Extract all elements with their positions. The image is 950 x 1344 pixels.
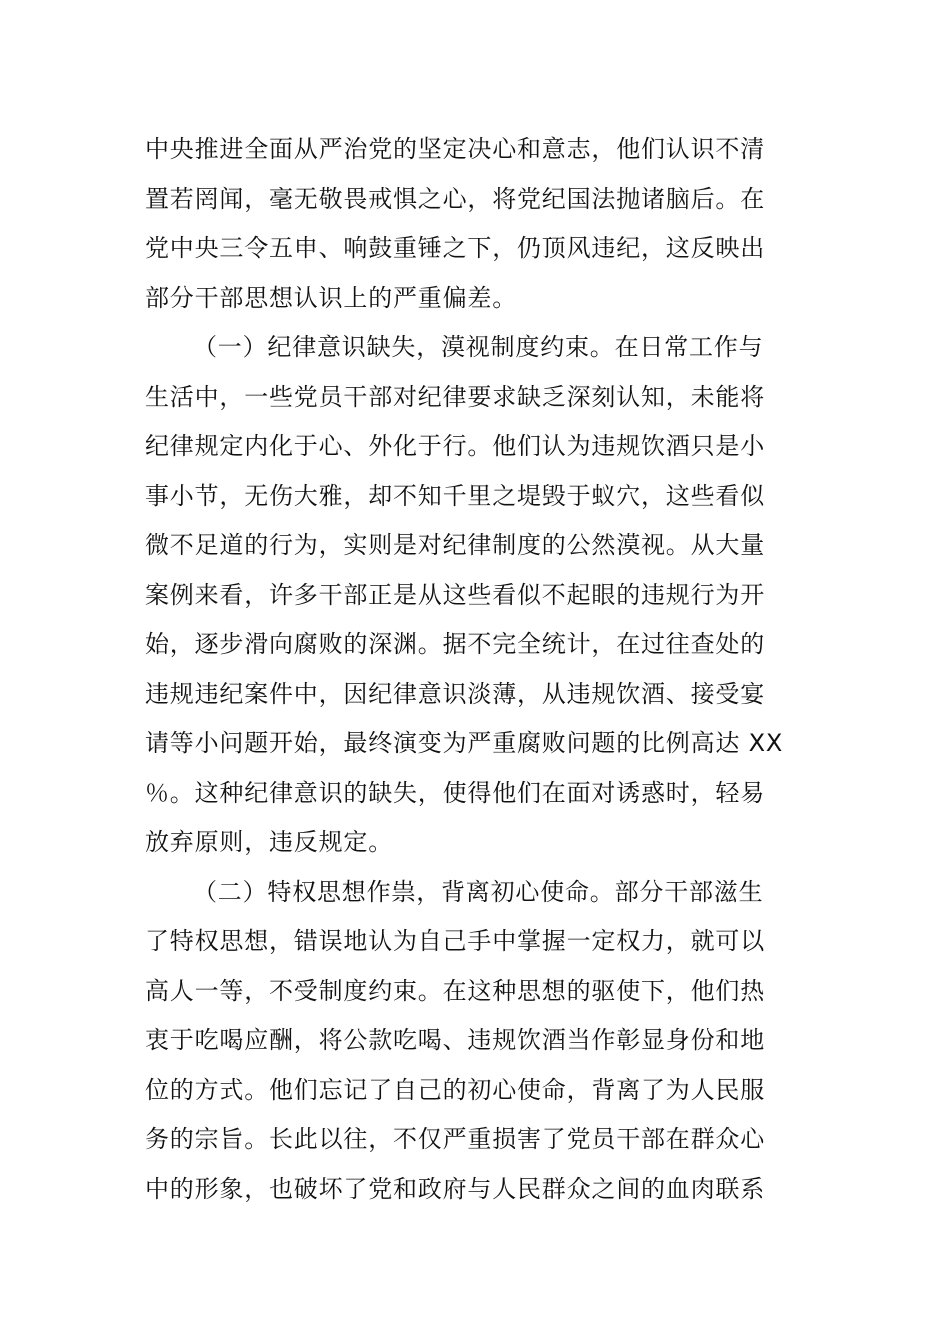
text-line: 中的形象，也破坏了党和政府与人民群众之间的血肉联系 — [145, 1174, 765, 1203]
text-line: 始，逐步滑向腐败的深渊。据不完全统计，在过往查处的 — [145, 630, 765, 658]
text-line: 案例来看，许多干部正是从这些看似不起眼的违规行为开 — [145, 580, 765, 609]
text-line: 了特权思想，错误地认为自己手中掌握一定权力，就可以 — [145, 927, 765, 955]
text-line: 请等小问题开始，最终演变为严重腐败问题的比例高达 XX — [145, 729, 784, 757]
text-line: 衷于吃喝应酬，将公款吃喝、违规饮酒当作彰显身份和地 — [145, 1026, 765, 1054]
text-line: 部分干部思想认识上的严重偏差。 — [145, 283, 517, 312]
text-line: 置若罔闻，毫无敬畏戒惧之心，将党纪国法抛诸脑后。在 — [145, 184, 765, 213]
text-line: 生活中，一些党员干部对纪律要求缺乏深刻认知，未能将 — [145, 382, 765, 411]
text-line: 微不足道的行为，实则是对纪律制度的公然漠视。从大量 — [145, 531, 765, 559]
document-body — [145, 125, 810, 1214]
text-line: 放弃原则，违反规定。 — [145, 828, 393, 856]
text-line: 中央推进全面从严治党的坚定决心和意志，他们认识不清 — [145, 135, 765, 163]
text-line: 高人一等，不受制度约束。在这种思想的驱使下，他们热 — [145, 976, 765, 1005]
text-line: 纪律规定内化于心、外化于行。他们认为违规饮酒只是小 — [145, 432, 765, 460]
text-line: 党中央三令五申、响鼓重锤之下，仍顶风违纪，这反映出 — [145, 234, 765, 262]
text-line: 务的宗旨。长此以往，不仅严重损害了党员干部在群众心 — [145, 1125, 765, 1153]
text-line: 事小节，无伤大雅，却不知千里之堤毁于蚁穴，这些看似 — [145, 481, 765, 510]
section-heading-line: （二）特权思想作祟，背离初心使命。部分干部滋生 — [193, 877, 764, 906]
text-line: ％。这种纪律意识的缺失，使得他们在面对诱惑时，轻易 — [145, 778, 765, 807]
section-heading-line: （一）纪律意识缺失，漠视制度约束。在日常工作与 — [193, 333, 764, 361]
text-line: 违规违纪案件中，因纪律意识淡薄，从违规饮酒、接受宴 — [145, 679, 765, 708]
text-line: 位的方式。他们忘记了自己的初心使命，背离了为人民服 — [145, 1075, 765, 1104]
